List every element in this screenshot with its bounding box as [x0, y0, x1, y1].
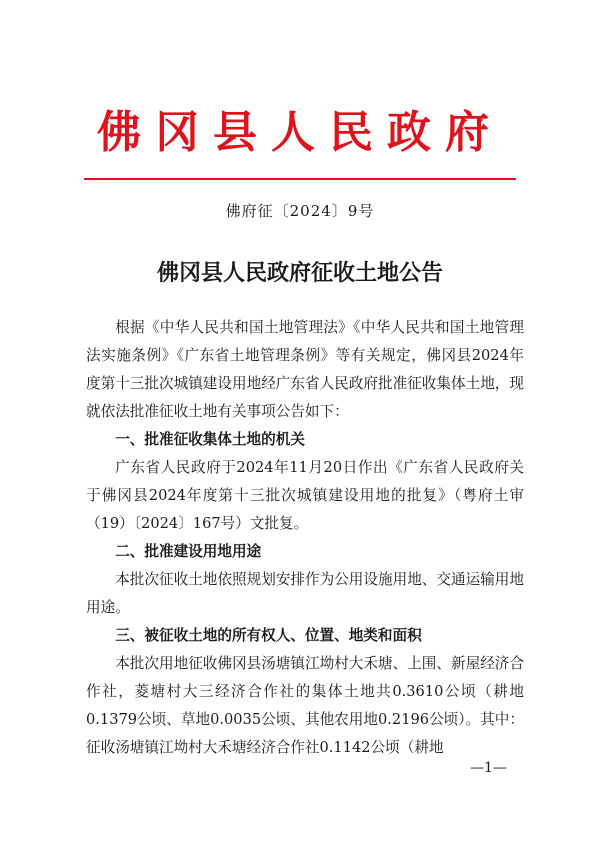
section-heading-3: 三、被征收土地的所有权人、位置、地类和面积: [115, 627, 422, 644]
section-heading-1: 一、批准征收集体土地的机关: [115, 431, 305, 448]
section-heading-2: 二、批准建设用地用途: [115, 543, 262, 560]
masthead: 佛冈县人民政府: [97, 107, 503, 158]
red-divider: [84, 178, 516, 180]
section-paragraph-2: 本批次征收土地依照规划安排作为公用设施用地、交通运输用地用途。: [86, 571, 524, 616]
document-body: [86, 314, 524, 762]
page-number: —1—: [470, 760, 507, 776]
document-title: 佛冈县人民政府征收土地公告: [156, 260, 443, 286]
document-number: 佛府征〔2024〕9号: [225, 202, 375, 220]
section-paragraph-1: 广东省人民政府于2024年11月20日作出《广东省人民政府关于佛冈县2024年度第十三批次城镇建设用地的批复》（粤府土审（19）〔2024〕167号）文批复。: [86, 459, 524, 532]
section-paragraph-3: 本批次用地征收佛冈县汤塘镇江坳村大禾塘、上围、新屋经济合作社，菱塘村大三经济合作社的集体土地共0.3610公顷（耕地0.1379公顷、草地0.0035公顷、其他农用地0.2196公顷）。其中：征收汤塘镇江坳村大禾塘经济合作社0.1142公顷（耕地: [86, 655, 524, 756]
intro-paragraph: 根据《中华人民共和国土地管理法》《中华人民共和国土地管理法实施条例》《广东省土地管理条例》等有关规定，佛冈县2024年度第十三批次城镇建设用地经广东省人民政府批准征收集体土地，现就依法批准征收土地有关事项公告如下：: [86, 319, 524, 420]
